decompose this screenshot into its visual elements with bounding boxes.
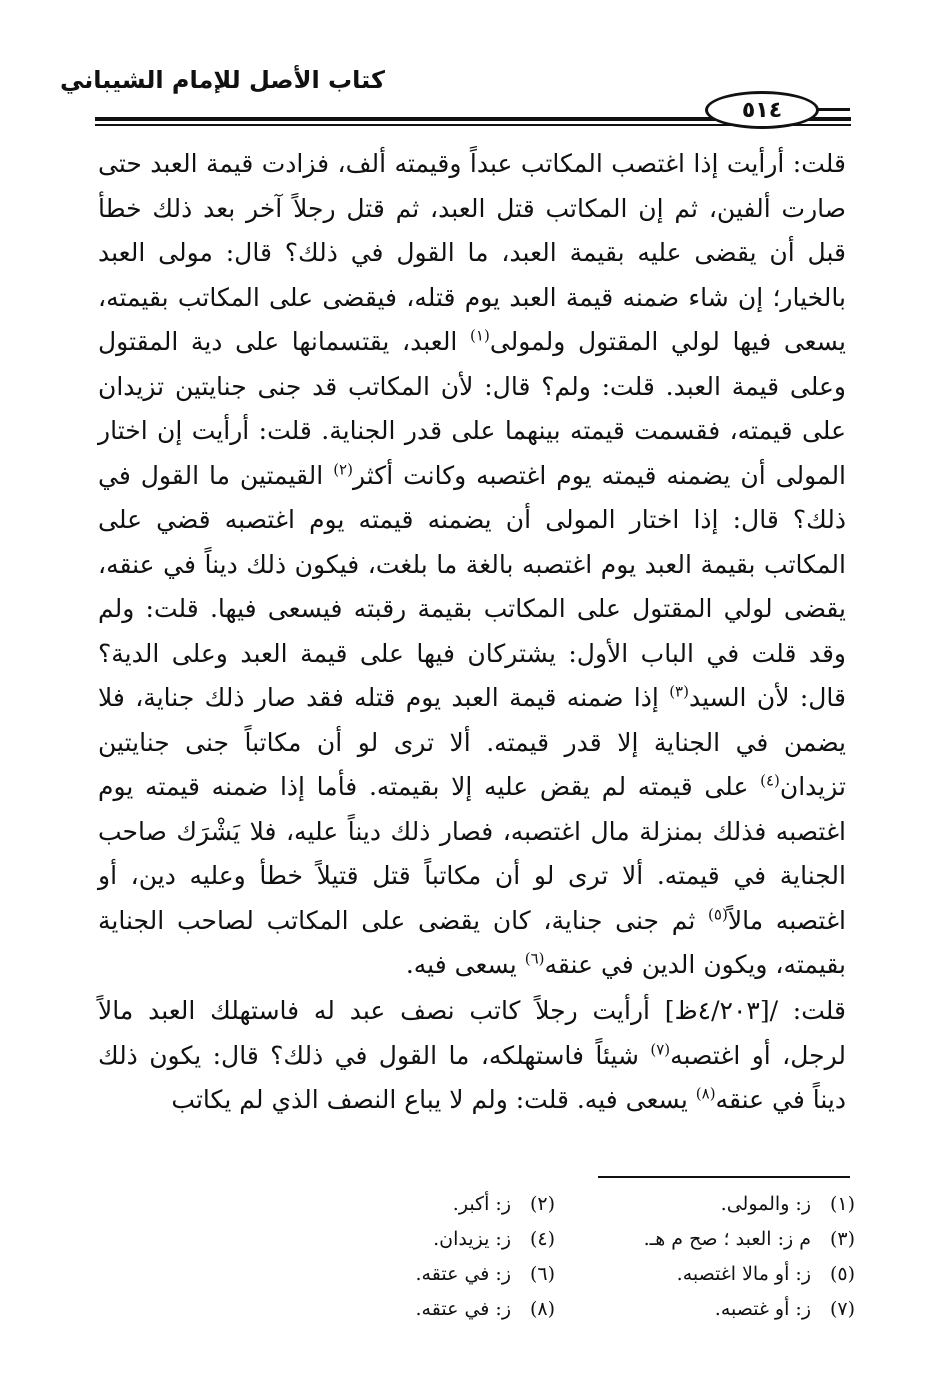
footnote-row bbox=[255, 1256, 855, 1291]
footnote-marker: (٧) bbox=[650, 1040, 671, 1059]
footnote bbox=[555, 1228, 855, 1250]
footnote-marker: (٣) bbox=[669, 682, 689, 701]
footnote-row bbox=[255, 1291, 855, 1326]
page-number: ٥١٤ bbox=[741, 97, 783, 123]
footnote-number: (٧) bbox=[829, 1297, 855, 1320]
footnote-text: ز: في عتقه. bbox=[415, 1297, 511, 1320]
footnote bbox=[255, 1263, 555, 1285]
paragraph-text: القيمتين ما القول في ذلك؟ قال: إذا اختار المولى أن يضمنه قيمته يوم اغتصبه قضي على المكاتب بقيمة العبد يوم اغتصبه بالغة ما بلغت، فيكون ذلك ديناً في عنقه، يقضى لولي المقتول على المكاتب بقيمة رقبته فيسعى فيها. قلت: ولم وقد قلت في الباب الأول: يشتركان فيها على قيمة العبد وعلى الدية؟ قال: لأن السيد bbox=[98, 460, 846, 712]
footnotes bbox=[255, 1186, 855, 1326]
footnote-marker: (٥) bbox=[708, 905, 728, 924]
page-number-ornament bbox=[818, 108, 850, 111]
body-paragraph-2 bbox=[98, 989, 846, 1123]
book-title: كتاب الأصل للإمام الشيباني bbox=[60, 66, 385, 94]
paragraph-text: يسعى فيه. قلت: ولم لا يباع النصف الذي لم يكاتب bbox=[171, 1085, 696, 1114]
footnote-text: ز: أو غتصبه. bbox=[714, 1297, 811, 1320]
paragraph-text: يسعى فيه. bbox=[405, 950, 525, 979]
footnote-text: ز: يزيدان. bbox=[433, 1227, 511, 1250]
footnote-row bbox=[255, 1186, 855, 1221]
footnote-number: (٤) bbox=[529, 1227, 555, 1250]
footnote-separator bbox=[598, 1176, 850, 1178]
footnote bbox=[555, 1193, 855, 1215]
footnote-number: (١) bbox=[829, 1192, 855, 1215]
paragraph-text: قلت: أرأيت إذا اغتصب المكاتب عبداً وقيمته ألف، فزادت قيمة العبد حتى صارت ألفين، ثم إن المكاتب قتل العبد، ثم قتل رجلاً آخر بعد ذلك خطأ قبل أن يقضى عليه بقيمة العبد، ما القول في ذلك؟ قال: مولى العبد بالخيار؛ إن شاء ضمنه قيمة العبد يوم قتله، فيقضى على المكاتب بقيمته، يسعى فيها لولي المقتول ولمولى bbox=[98, 149, 846, 356]
footnote-number: (٥) bbox=[829, 1262, 855, 1285]
footnote bbox=[255, 1193, 555, 1215]
footnote-number: (٦) bbox=[529, 1262, 555, 1285]
footnote bbox=[255, 1298, 555, 1320]
paragraph-text: على قيمته لم يقض عليه إلا بقيمته. فأما إذا ضمنه قيمته يوم اغتصبه فذلك بمنزلة مال اغتصبه، فصار ذلك ديناً عليه، فلا يَشْرَك صاحب الجناية في قيمته. ألا ترى لو أن مكاتباً قتل قتيلاً خطأ وعليه دين، أو اغتصبه مالاً bbox=[98, 772, 847, 935]
footnote bbox=[255, 1228, 555, 1250]
footnote-marker: (٤) bbox=[760, 771, 780, 790]
footnote-number: (٢) bbox=[529, 1192, 555, 1215]
paragraph-text: إذا ضمنه قيمة العبد يوم قتله فقد صار ذلك جناية، فلا يضمن في الجناية إلا قدر قيمته. ألا ترى لو أن مكاتباً جنى جنايتين تزيدان bbox=[98, 683, 846, 801]
footnote-marker: (١) bbox=[470, 326, 490, 345]
footnote-number: (٨) bbox=[529, 1297, 555, 1320]
footnote-marker: (٨) bbox=[695, 1084, 716, 1103]
footnote bbox=[555, 1263, 855, 1285]
footnote-text: ز: والمولى. bbox=[720, 1192, 811, 1215]
footnote-text: ز: في عتقه. bbox=[415, 1262, 511, 1285]
footnote-text: ز: أو مالا اغتصبه. bbox=[676, 1262, 811, 1285]
paragraph-text: العبد، يقتسمانها على دية المقتول وعلى قيمة العبد. قلت: ولم؟ قال: لأن المكاتب قد جنى جنايتين تزيدان على قيمته، فقسمت قيمته بينهما على قدر الجناية. قلت: أرأيت إن اختار المولى أن يضمنه قيمته يوم اغتصبه وكانت أكثر bbox=[98, 327, 847, 490]
footnote-marker: (٢) bbox=[333, 460, 353, 479]
page-number-badge bbox=[705, 91, 819, 129]
paragraph-text: قلت: /[٤/٢٠٣ظ] أرأيت رجلاً كاتب نصف عبد له فاستهلك العبد مالاً لرجل، أو اغتصبه bbox=[98, 996, 846, 1070]
footnote-text: ز: أكبر. bbox=[452, 1192, 511, 1215]
footnote-marker: (٦) bbox=[524, 949, 545, 968]
footnote-text: م ز: العبد ؛ صح م هـ. bbox=[643, 1227, 811, 1250]
paragraph-text: شيئاً فاستهلكه، ما القول في ذلك؟ قال: يكون ذلك ديناً في عنقه bbox=[98, 1040, 846, 1114]
footnote-number: (٣) bbox=[829, 1227, 855, 1250]
body-paragraph-1 bbox=[98, 142, 846, 988]
footnote bbox=[555, 1298, 855, 1320]
footnote-row bbox=[255, 1221, 855, 1256]
paragraph-text: ثم جنى جناية، كان يقضى على المكاتب لصاحب الجناية بقيمته، ويكون الدين في عنقه bbox=[98, 905, 846, 979]
